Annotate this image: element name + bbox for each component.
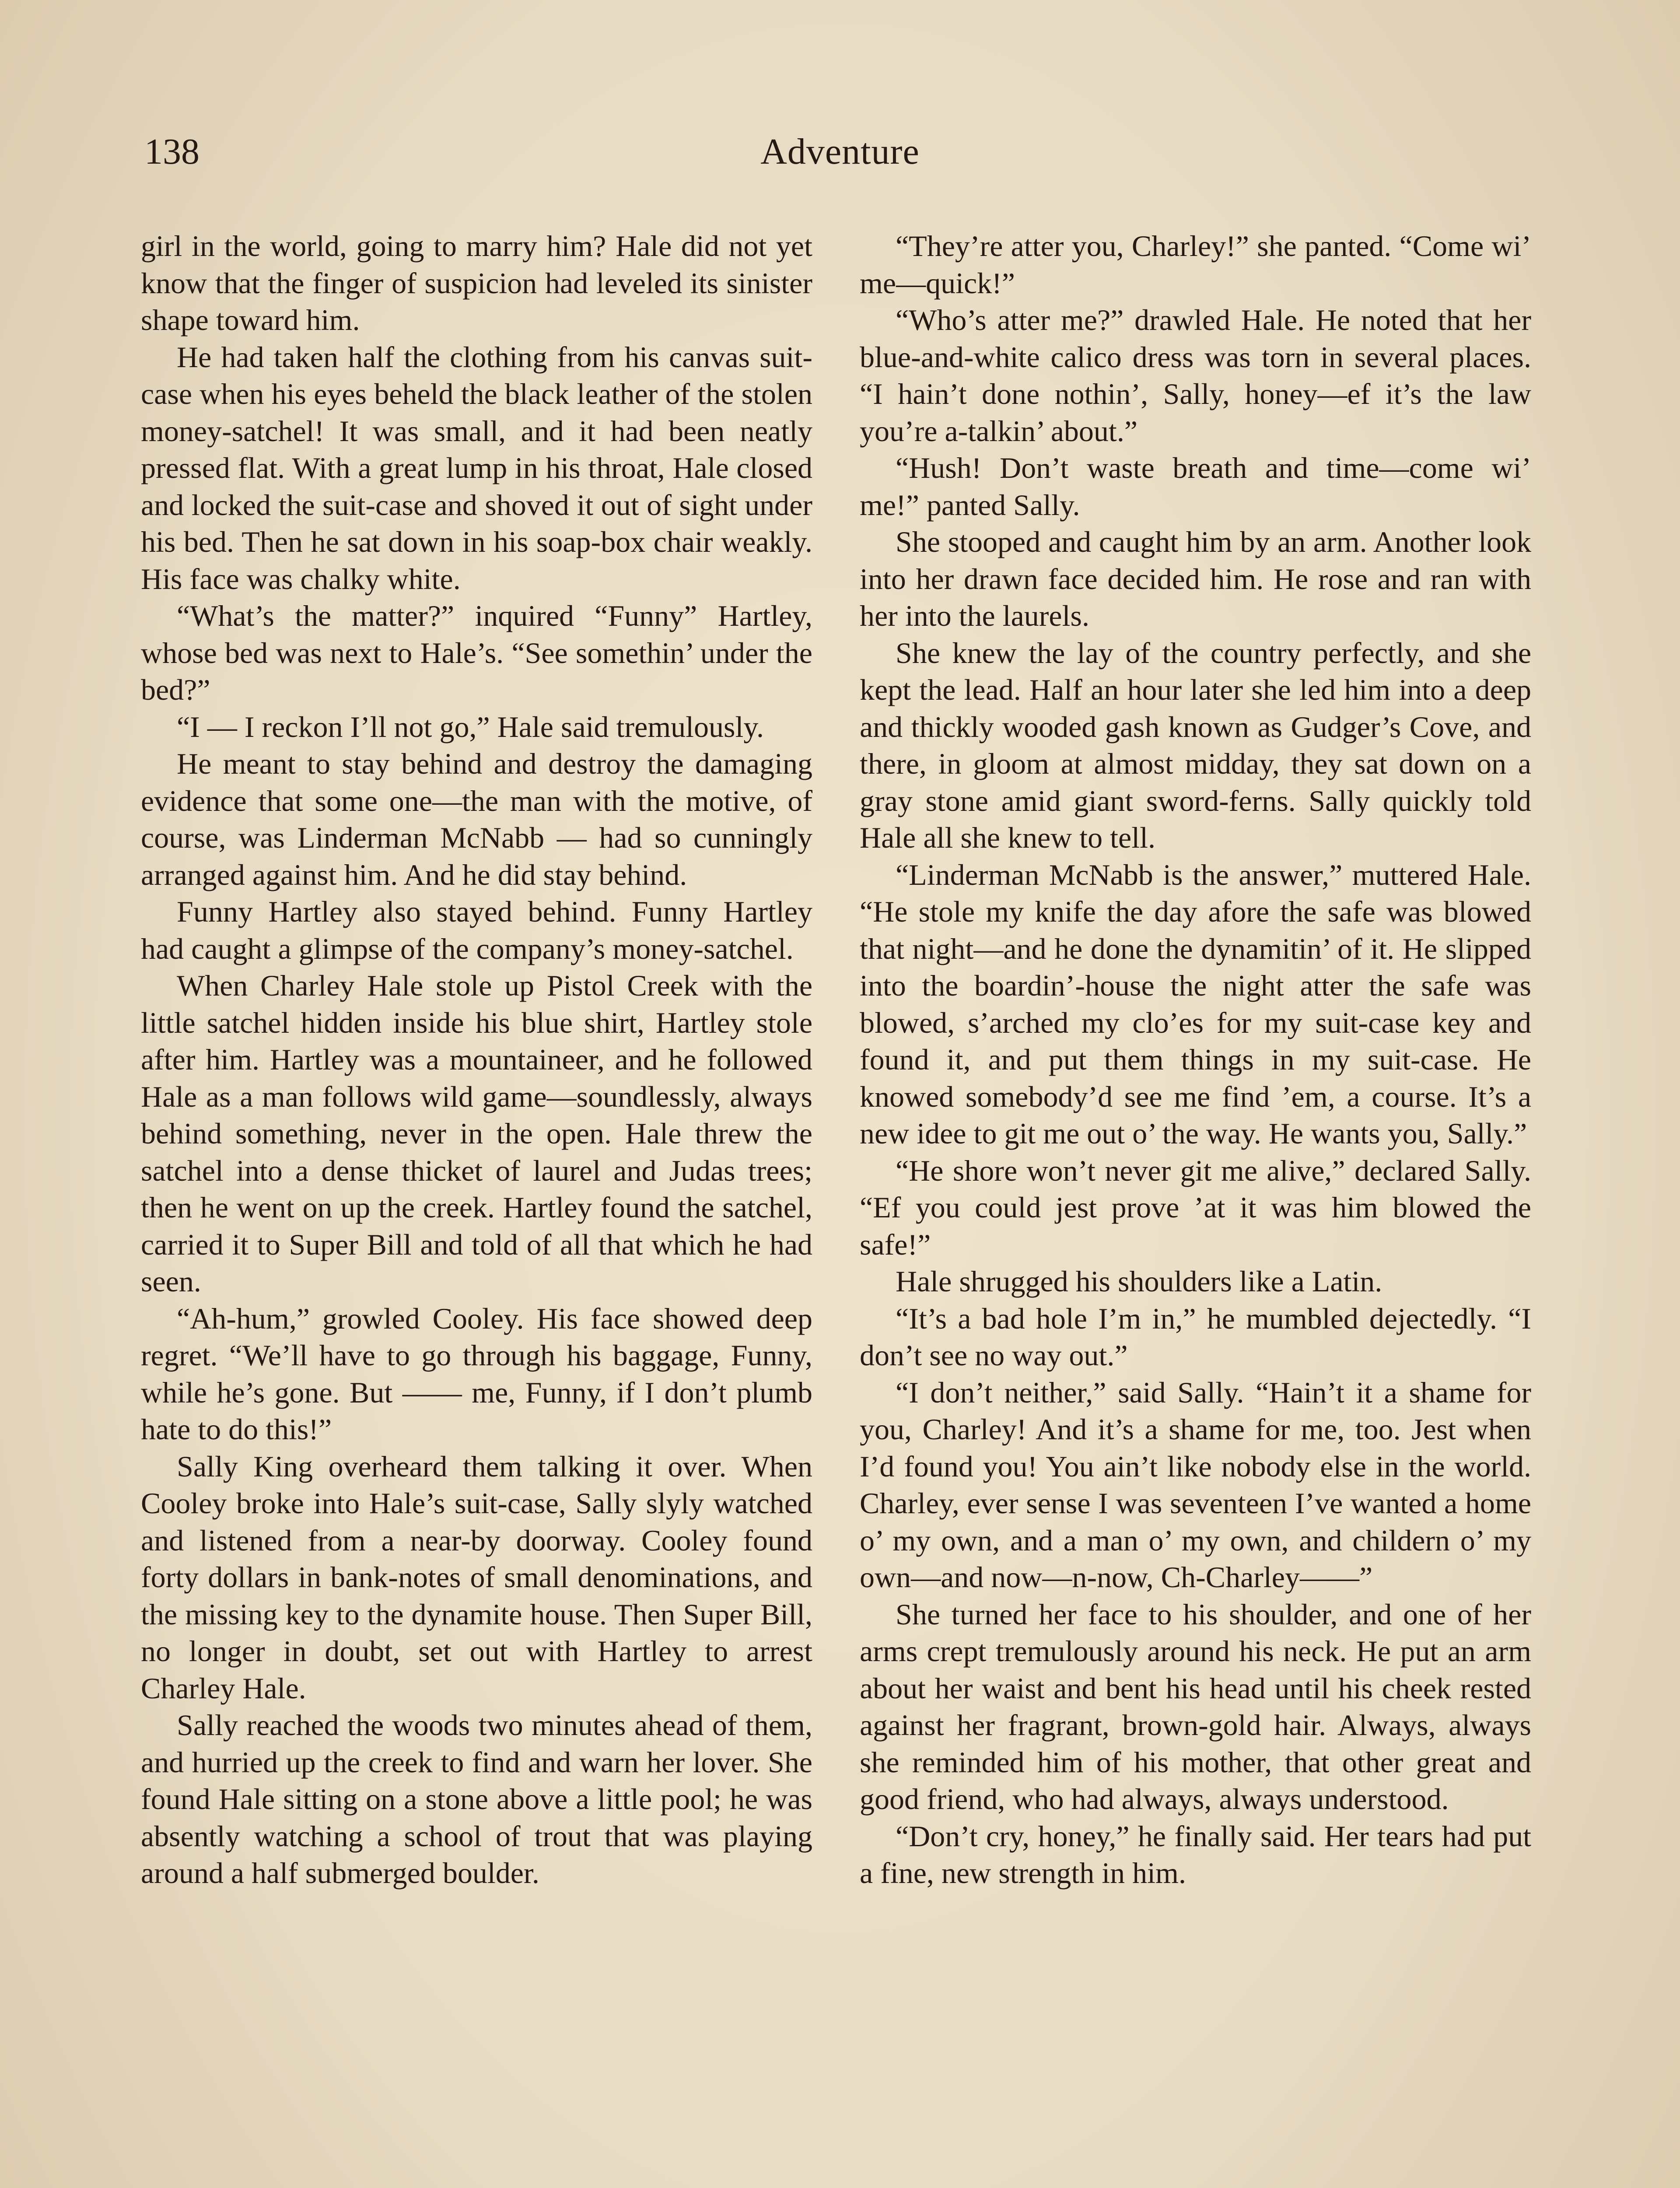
paragraph: girl in the world, going to marry him? Hale did not yet know that the finger of suspicion had leveled its sinister shape toward him. bbox=[141, 229, 812, 337]
paragraph: She stooped and caught him by an arm. Another look into her drawn face decided him. He rose and ran with her into the laurels. bbox=[860, 525, 1531, 632]
page-number: 138 bbox=[144, 131, 200, 172]
paragraph: “Hush! Don’t waste breath and time—come wi’ me!” panted Sally. bbox=[860, 451, 1531, 522]
right-text-column bbox=[860, 228, 1531, 1892]
left-text-column bbox=[141, 228, 812, 1892]
paragraph: She turned her face to his shoulder, and one of her arms crept tremulously around his neck. He put an arm about her waist and bent his head until his cheek rested against her fragrant, brown-gold hair. Always, always she reminded him of his mother, that other great and good friend, who had always, always understood. bbox=[860, 1597, 1531, 1816]
paragraph: “What’s the matter?” inquired “Funny” Hartley, whose bed was next to Hale’s. “See somethin’ under the bed?” bbox=[141, 599, 812, 706]
paragraph: Funny Hartley also stayed behind. Funny Hartley had caught a glimpse of the company’s money-satchel. bbox=[141, 895, 812, 965]
paragraph: “I don’t neither,” said Sally. “Hain’t it a shame for you, Charley! And it’s a shame for me, too. Jest when I’d found you! You ain’t like nobody else in the world. Charley, ever sense I was seventeen I’ve wanted a home o’ my own, and a man o’ my own, and childern o’ my own—and now—n-now, Ch-Charley——” bbox=[860, 1375, 1531, 1594]
paragraph: “It’s a bad hole I’m in,” he mumbled dejectedly. “I don’t see no way out.” bbox=[860, 1301, 1531, 1372]
paragraph: “Don’t cry, honey,” he finally said. Her tears had put a fine, new strength in him. bbox=[860, 1819, 1531, 1890]
paragraph: He meant to stay behind and destroy the damaging evidence that some one—the man with the motive, of course, was Linderman McNabb — had so cunningly arranged against him. And he did stay behind. bbox=[141, 747, 812, 891]
paragraph: “He shore won’t never git me alive,” declared Sally. “Ef you could jest prove ’at it was him blowed the safe!” bbox=[860, 1154, 1531, 1261]
paragraph: Hale shrugged his shoulders like a Latin. bbox=[896, 1265, 1382, 1298]
running-head-title: Adventure bbox=[760, 131, 920, 172]
paragraph: He had taken half the clothing from his canvas suit-case when his eyes beheld the black leather of the stolen money-satchel! It was small, and it had been neatly pressed flat. With a great lump in his throat, Hale closed and locked the suit-case and shoved it out of sight under his bed. Then he sat down in his soap-box chair weakly. His face was chalky white. bbox=[141, 340, 812, 596]
paragraph: “Who’s atter me?” drawled Hale. He noted that her blue-and-white calico dress was torn in several places. “I hain’t done nothin’, Sally, honey—ef it’s the law you’re a-talkin’ about.” bbox=[860, 303, 1531, 448]
paragraph: When Charley Hale stole up Pistol Creek with the little satchel hidden inside his blue shirt, Hartley stole after him. Hartley was a mountaineer, and he followed Hale as a man follows wild game—soundlessly, always behind something, never in the open. Hale threw the satchel into a dense thicket of laurel and Judas trees; then he went on up the creek. Hartley found the satchel, carried it to Super Bill and told of all that which he had seen. bbox=[141, 969, 812, 1298]
paragraph: “They’re atter you, Charley!” she panted. “Come wi’ me—quick!” bbox=[860, 229, 1531, 300]
paragraph: “Ah-hum,” growled Cooley. His face showed deep regret. “We’ll have to go through his baggage, Funny, while he’s gone. But —— me, Funny, if I don’t plumb hate to do this!” bbox=[141, 1301, 812, 1446]
paragraph: Sally King overheard them talking it over. When Cooley broke into Hale’s suit-case, Sally slyly watched and listened from a near-by doorway. Cooley found forty dollars in bank-notes of small denominations, and the missing key to the dynamite house. Then Super Bill, no longer in doubt, set out with Hartley to arrest Charley Hale. bbox=[141, 1449, 812, 1705]
paragraph: Sally reached the woods two minutes ahead of them, and hurried up the creek to find and warn her lover. She found Hale sitting on a stone above a little pool; he was absently watching a school of trout that was playing around a half submerged boulder. bbox=[141, 1708, 812, 1890]
paragraph: “I — I reckon I’ll not go,” Hale said tremulously. bbox=[177, 710, 764, 743]
paragraph: She knew the lay of the country perfectly, and she kept the lead. Half an hour later she led him into a deep and thickly wooded gash known as Gudger’s Cove, and there, in gloom at almost midday, they sat down on a gray stone amid giant sword-ferns. Sally quickly told Hale all she knew to tell. bbox=[860, 636, 1531, 854]
paragraph: “Linderman McNabb is the answer,” muttered Hale. “He stole my knife the day afore the safe was blowed that night—and he done the dynamitin’ of it. He slipped into the boardin’-house the night atter the safe was blowed, s’arched my clo’es for my suit-case key and found it, and put them things in my suit-case. He knowed somebody’d see me find ’em, a course. It’s a new idee to git me out o’ the way. He wants you, Sally.” bbox=[860, 858, 1531, 1150]
